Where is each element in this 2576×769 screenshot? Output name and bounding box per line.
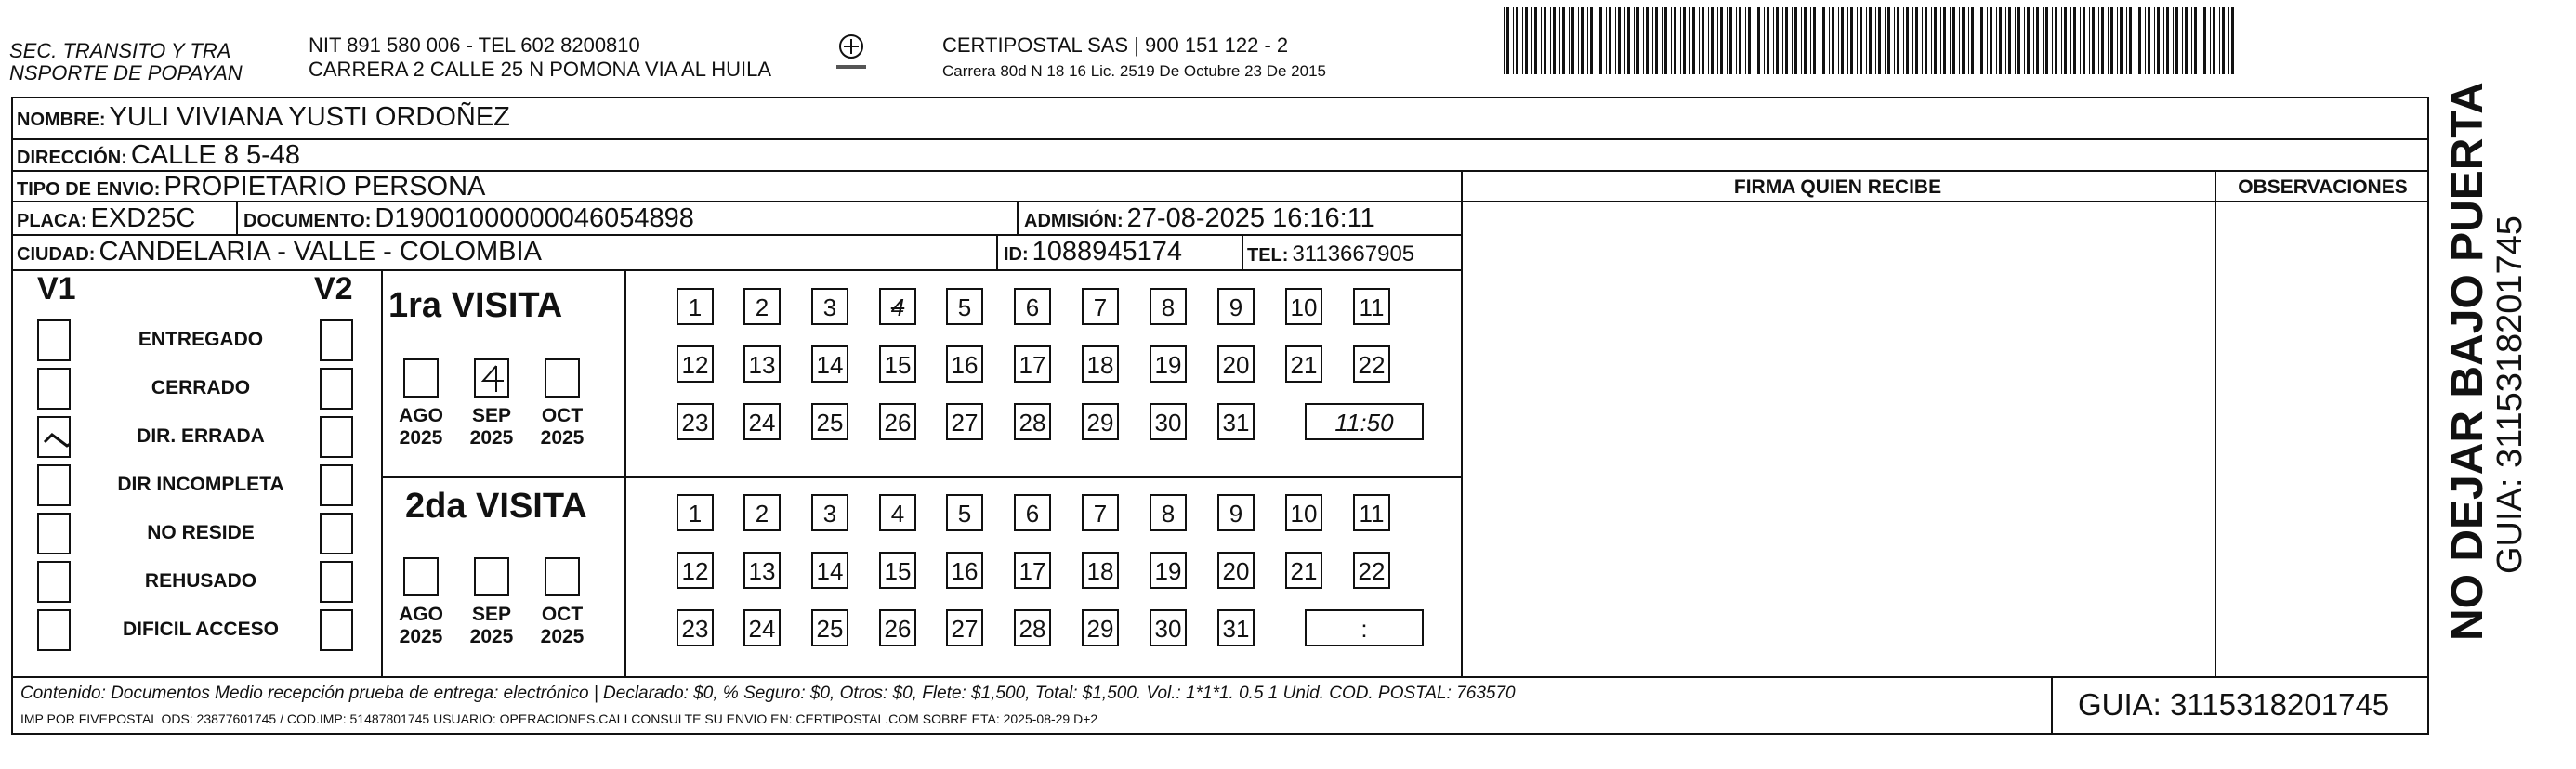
visit1-day-box[interactable]: 25	[811, 403, 848, 440]
ciudad-field	[17, 237, 542, 269]
visit2-day-box[interactable]: 8	[1150, 494, 1187, 531]
certipostal-logo-icon	[833, 33, 870, 74]
visit2-day-box[interactable]: 2	[743, 494, 781, 531]
v2-checkbox[interactable]	[320, 513, 353, 554]
visit2-day-box[interactable]: 23	[677, 609, 714, 646]
visit2-day-box[interactable]: 1	[677, 494, 714, 531]
visit2-month-box[interactable]	[545, 557, 580, 596]
nombre-field	[17, 102, 510, 135]
visit1-day-box[interactable]: 31	[1217, 403, 1255, 440]
visit2-month-box[interactable]	[403, 557, 439, 596]
id-field	[1004, 237, 1182, 269]
visit2-day-box[interactable]: 25	[811, 609, 848, 646]
admision-field	[1024, 203, 1375, 236]
visit1-day-box[interactable]: 27	[946, 403, 983, 440]
status-option-label: REHUSADO	[144, 570, 257, 592]
visit2-time-box[interactable]: :	[1305, 609, 1424, 646]
id-label: ID:	[1004, 244, 1029, 265]
visit1-day-box[interactable]: 29	[1082, 403, 1119, 440]
visit1-day-box[interactable]: 7	[1082, 288, 1119, 325]
placa-label: PLACA:	[17, 211, 87, 231]
visit1-month-label: SEP 2025	[469, 405, 514, 449]
visit1-day-box[interactable]: 2	[743, 288, 781, 325]
v1-checkbox[interactable]	[37, 464, 71, 506]
visit1-day-box[interactable]: 15	[879, 345, 916, 383]
direccion-field	[17, 140, 300, 173]
visit1-day-box[interactable]: 19	[1150, 345, 1187, 383]
v2-label: V2	[314, 271, 353, 306]
footer-guia: GUIA: 3115318201745	[2078, 687, 2390, 722]
status-option-label: DIR INCOMPLETA	[117, 474, 284, 495]
sender-name-line2: NSPORTE DE POPAYAN	[9, 61, 243, 85]
visit2-day-box[interactable]: 6	[1014, 494, 1051, 531]
visit1-day-box[interactable]: 28	[1014, 403, 1051, 440]
visit2-day-box[interactable]: 30	[1150, 609, 1187, 646]
visit1-title: 1ra VISITA	[388, 286, 563, 325]
ciudad-value: CANDELARIA - VALLE - COLOMBIA	[99, 237, 542, 267]
placa-value: EXD25C	[90, 203, 196, 233]
status-option-label: CERRADO	[151, 377, 251, 398]
visit2-day-box[interactable]: 5	[946, 494, 983, 531]
visit1-day-box[interactable]: 8	[1150, 288, 1187, 325]
visit2-day-box[interactable]: 17	[1014, 552, 1051, 589]
sender-address: CARRERA 2 CALLE 25 N POMONA VIA AL HUILA	[309, 58, 772, 81]
visit2-day-box[interactable]: 13	[743, 552, 781, 589]
visit2-day-box[interactable]: 21	[1285, 552, 1322, 589]
v2-checkbox[interactable]	[320, 319, 353, 361]
visit2-title: 2da VISITA	[405, 487, 587, 526]
visit1-day-box[interactable]: 20	[1217, 345, 1255, 383]
visit2-day-box[interactable]: 3	[811, 494, 848, 531]
v1-label: V1	[37, 271, 76, 306]
visit2-day-box[interactable]: 9	[1217, 494, 1255, 531]
v2-checkbox[interactable]	[320, 561, 353, 603]
visit2-day-box[interactable]: 12	[677, 552, 714, 589]
status-option-label: NO RESIDE	[147, 522, 255, 543]
ciudad-label: CIUDAD:	[17, 244, 96, 265]
no-dejar-bajo-puerta: NO DEJAR BAJO PUERTA	[2443, 82, 2492, 641]
nombre-label: NOMBRE:	[17, 110, 106, 130]
visit1-day-box[interactable]: 13	[743, 345, 781, 383]
documento-value: D19001000000046054898	[375, 203, 694, 233]
visit2-day-box[interactable]: 4	[879, 494, 916, 531]
visit1-day-box[interactable]: 11	[1353, 288, 1390, 325]
visit2-day-box[interactable]: 22	[1353, 552, 1390, 589]
visit1-day-box[interactable]: 18	[1082, 345, 1119, 383]
visit1-day-box[interactable]: 17	[1014, 345, 1051, 383]
documento-label: DOCUMENTO:	[243, 211, 372, 231]
v2-checkbox[interactable]	[320, 368, 353, 410]
tipo-envio-label: TIPO DE ENVIO:	[17, 179, 161, 200]
visit1-month-box[interactable]	[403, 358, 439, 398]
status-option-label: DIFICIL ACCESO	[122, 619, 279, 640]
admision-label: ADMISIÓN:	[1024, 211, 1124, 231]
placa-field	[17, 203, 195, 236]
direccion-value: CALLE 8 5-48	[130, 140, 301, 170]
barcode-image	[1504, 7, 2241, 74]
v2-checkbox[interactable]	[320, 609, 353, 651]
visit2-day-box[interactable]: 24	[743, 609, 781, 646]
visit2-day-box[interactable]: 10	[1285, 494, 1322, 531]
visit1-day-box[interactable]: 9	[1217, 288, 1255, 325]
visit1-month-box[interactable]	[474, 358, 509, 398]
v1-checkbox[interactable]	[37, 513, 71, 554]
v1-checkbox[interactable]	[37, 416, 71, 458]
tipo-envio-field	[17, 172, 485, 204]
visit1-day-box[interactable]: 22	[1353, 345, 1390, 383]
visit2-month-box[interactable]	[474, 557, 509, 596]
status-option-label: ENTREGADO	[138, 329, 264, 350]
contenido-line: Contenido: Documentos Medio recepción prueba de entrega: electrónico | Declarado: $0, % Seguro: $0, Otros: $0, Flete: $1,500, Total: $1,500. Vol.: 1*1*1. 0.5 1 Unid. COD. POSTAL: 763570	[20, 684, 1516, 703]
visit2-day-box[interactable]: 31	[1217, 609, 1255, 646]
visit1-day-box[interactable]: 1	[677, 288, 714, 325]
v1-checkbox[interactable]	[37, 609, 71, 651]
visit1-day-box[interactable]: 30	[1150, 403, 1187, 440]
visit1-time-box[interactable]: 11:50	[1305, 403, 1424, 440]
tipo-envio-value: PROPIETARIO PERSONA	[164, 172, 486, 202]
visit2-month-label: SEP 2025	[469, 604, 514, 647]
visit1-day-box[interactable]: 6	[1014, 288, 1051, 325]
visit1-day-box[interactable]: 4	[879, 288, 916, 325]
visit1-day-box[interactable]: 12	[677, 345, 714, 383]
tel-label: TEL:	[1247, 245, 1289, 266]
visit2-day-box[interactable]: 26	[879, 609, 916, 646]
visit2-day-box[interactable]: 20	[1217, 552, 1255, 589]
observaciones-header: OBSERVACIONES	[2238, 176, 2408, 198]
visit1-month-label: AGO 2025	[399, 405, 443, 449]
visit2-day-box[interactable]: 28	[1014, 609, 1051, 646]
visit2-day-box[interactable]: 27	[946, 609, 983, 646]
firma-header: FIRMA QUIEN RECIBE	[1733, 176, 1942, 198]
v2-checkbox[interactable]	[320, 416, 353, 458]
courier-address: Carrera 80d N 18 16 Lic. 2519 De Octubre 23 De 2015	[942, 62, 1326, 80]
id-value: 1088945174	[1032, 237, 1182, 267]
visit2-day-box[interactable]: 7	[1082, 494, 1119, 531]
visit2-day-box[interactable]: 11	[1353, 494, 1390, 531]
visit2-day-box[interactable]: 15	[879, 552, 916, 589]
v1-checkbox[interactable]	[37, 319, 71, 361]
nit-line: NIT 891 580 006 - TEL 602 8200810	[309, 33, 640, 57]
v2-checkbox[interactable]	[320, 464, 353, 506]
v1-checkbox[interactable]	[37, 561, 71, 603]
admision-value: 27-08-2025 16:16:11	[1126, 203, 1375, 233]
documento-field	[243, 203, 694, 236]
sender-name-line1: SEC. TRANSITO Y TRA	[9, 39, 231, 62]
visit1-day-box[interactable]: 21	[1285, 345, 1322, 383]
tel-value: 3113667905	[1292, 241, 1415, 267]
status-option-label: DIR. ERRADA	[137, 425, 265, 447]
v1-checkbox[interactable]	[37, 368, 71, 410]
visit1-day-box[interactable]: 26	[879, 403, 916, 440]
visit2-day-box[interactable]: 14	[811, 552, 848, 589]
courier-name: CERTIPOSTAL SAS | 900 151 122 - 2	[942, 33, 1289, 57]
imp-line: IMP POR FIVEPOSTAL ODS: 23877601745 / COD.IMP: 51487801745 USUARIO: OPERACIONES.CALI CONSULTE SU ENVIO EN: CERTIPOSTAL.COM SOBRE ETA: 2025-08-29 D+2	[20, 711, 1098, 726]
visit1-day-box[interactable]: 14	[811, 345, 848, 383]
visit1-day-box[interactable]: 24	[743, 403, 781, 440]
visit2-day-box[interactable]: 29	[1082, 609, 1119, 646]
nombre-value: YULI VIVIANA YUSTI ORDOÑEZ	[109, 102, 510, 132]
visit2-month-label: AGO 2025	[399, 604, 443, 647]
visit2-day-box[interactable]: 16	[946, 552, 983, 589]
visit1-month-box[interactable]	[545, 358, 580, 398]
visit1-day-box[interactable]: 16	[946, 345, 983, 383]
visit1-day-box[interactable]: 3	[811, 288, 848, 325]
visit2-month-label: OCT 2025	[540, 604, 585, 647]
visit1-day-box[interactable]: 23	[677, 403, 714, 440]
tel-field	[1247, 240, 1414, 270]
direccion-label: DIRECCIÓN:	[17, 148, 127, 168]
visit1-day-box[interactable]: 5	[946, 288, 983, 325]
visit1-month-label: OCT 2025	[540, 405, 585, 449]
visit2-day-box[interactable]: 19	[1150, 552, 1187, 589]
visit2-day-box[interactable]: 18	[1082, 552, 1119, 589]
visit1-day-box[interactable]: 10	[1285, 288, 1322, 325]
side-guia: GUIA: 3115318201745	[2491, 215, 2530, 574]
